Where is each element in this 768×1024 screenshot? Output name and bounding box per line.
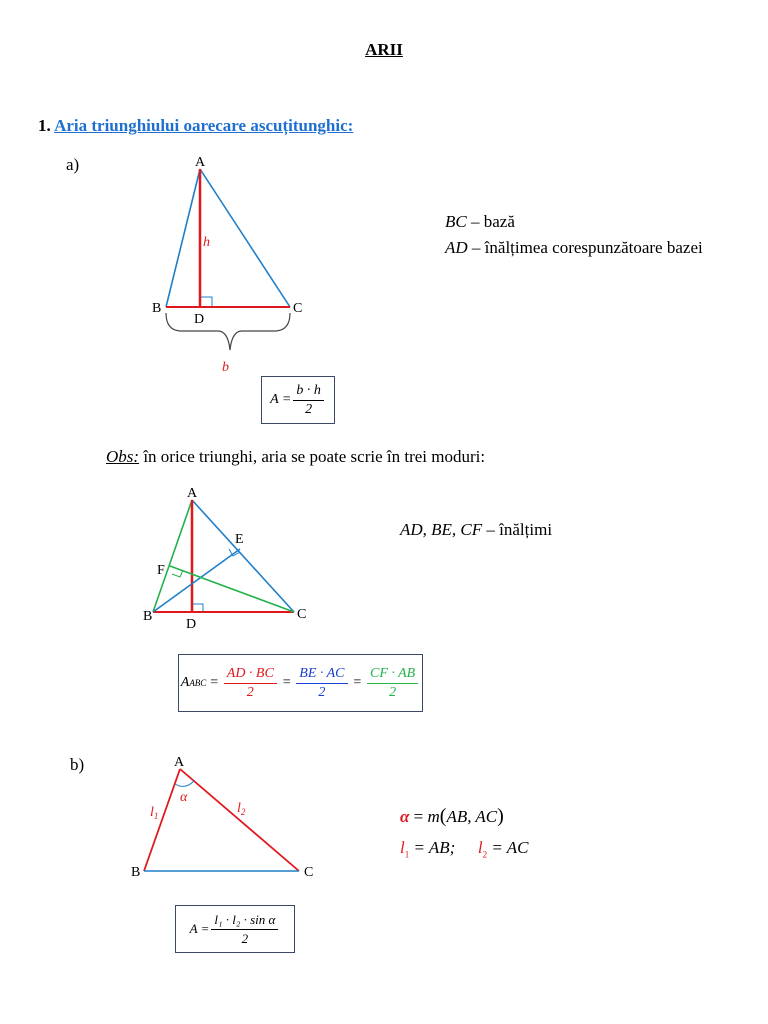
vertex-a: A (195, 155, 206, 170)
height-be (153, 549, 240, 612)
right-angle-mark (201, 297, 212, 306)
obs-note: Obs: în orice triunghi, aria se poate scrie în trei moduri: (106, 447, 486, 466)
vertex-d-obs: D (186, 617, 197, 632)
side-ac-obs (192, 500, 294, 612)
angle-alpha-label: α (180, 790, 188, 805)
area-formula-box-b: A = $\frac{\text{l₁ · l₂ · sin α}}{2}$ (175, 905, 295, 953)
heights-description: AD, BE, CF – înălțimi (400, 520, 553, 539)
right-angle-d (193, 604, 203, 611)
vertex-a-obs: A (187, 486, 198, 501)
sides-relation: $l_1$ = AB; $l_2$ = AC (400, 838, 529, 860)
vertex-d: D (194, 312, 205, 327)
alpha-relation: α = m(AB, AC) (400, 805, 504, 827)
part-a-label: a) (66, 155, 80, 174)
height-description: AD – înălțimea corespunzătoare bazei (445, 238, 703, 257)
page-title: ARII (365, 40, 403, 59)
side-ab (166, 169, 200, 307)
vertex-f-obs: F (157, 563, 165, 578)
side-l2 (180, 769, 299, 871)
height-cf (170, 566, 294, 612)
area-formula-box-obs: A ABC = $\frac{AD \cdot BC}{2}$ = $\frac{BE \cdot AC}{2}$ = $\frac{CF \cdot AB}{2}$ (178, 654, 423, 712)
vertex-a-b: A (174, 755, 185, 770)
part-b-label: b) (70, 755, 85, 774)
base-description: BC – bază (445, 212, 515, 231)
vertex-c-obs: C (297, 607, 307, 622)
vertex-b-b: B (131, 865, 141, 880)
vertex-c: C (293, 301, 303, 316)
height-label: h (203, 235, 210, 250)
section-heading-link[interactable]: Aria triunghiului oarecare ascuțitunghic: (54, 116, 354, 135)
base-brace (166, 313, 290, 350)
side-l1-label: $l_1$ (150, 805, 159, 821)
area-formula-box-a: A = $\frac{b \cdot h}{2}$ (261, 376, 335, 424)
vertex-e-obs: E (235, 532, 244, 547)
side-ab-obs (153, 500, 192, 612)
side-l1 (144, 769, 180, 871)
vertex-b: B (152, 301, 162, 316)
side-l2-label: $l_2$ (237, 801, 246, 817)
base-label: b (222, 360, 229, 375)
vertex-c-b: C (304, 865, 314, 880)
section-number: 1. (38, 116, 51, 135)
angle-arc (175, 781, 194, 786)
side-ac (200, 169, 290, 307)
vertex-b-obs: B (143, 609, 153, 624)
